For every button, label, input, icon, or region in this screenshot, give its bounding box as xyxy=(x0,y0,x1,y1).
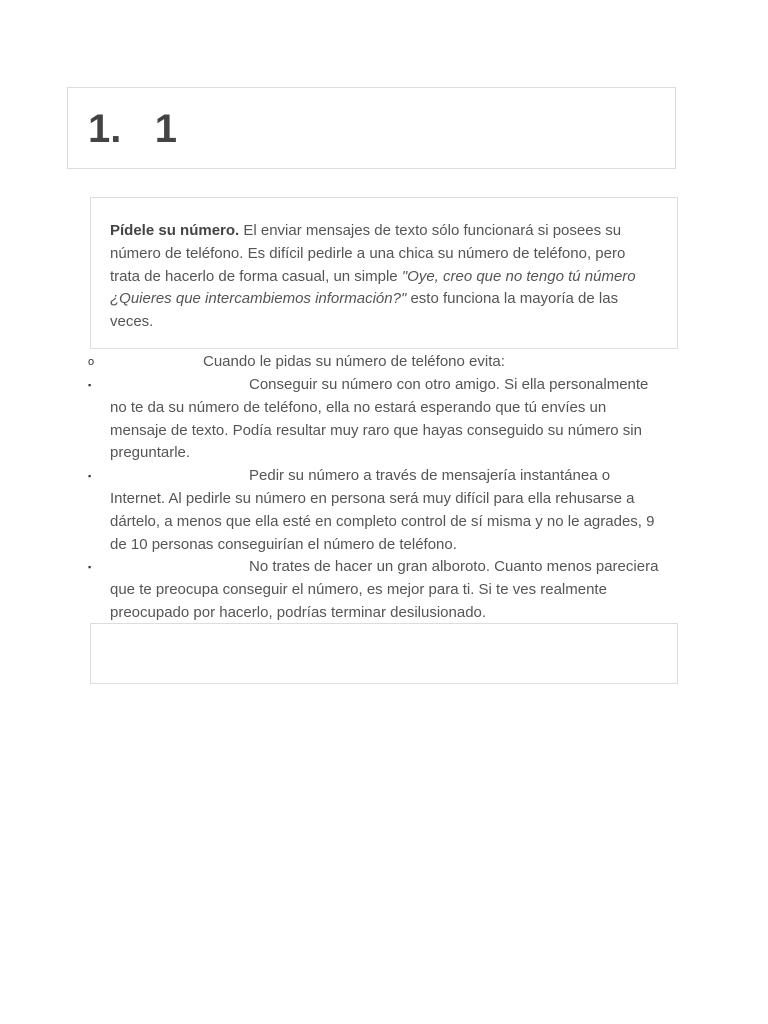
list-item xyxy=(0,465,665,556)
circle-bullet-icon: o xyxy=(88,356,95,368)
square-bullet-icon: ▪ xyxy=(88,380,92,390)
step-description xyxy=(90,197,678,349)
list-item xyxy=(0,556,665,624)
step-header xyxy=(67,87,676,169)
list-item-text: Conseguir su número con otro amigo. Si ella personalmente no te da su número de teléfono, ella no estará esperando que tú envíes un mensaje de texto. Podía resultar muy raro que hayas conseguido su número sin preguntarle. xyxy=(110,376,649,462)
empty-content-box xyxy=(90,623,678,684)
square-bullet-icon: ▪ xyxy=(88,562,92,573)
list-intro-item xyxy=(0,351,768,374)
list-item xyxy=(0,374,665,465)
list-item-text: Pedir su número a través de mensajería instantánea o Internet. Al pedirle su número en persona será muy difícil para ella rehusarse a dártelo, a menos que ella esté en completo control de sí misma y no le agrades, 9 de 10 personas conseguirían el número de teléfono. xyxy=(110,467,655,553)
square-bullet-icon: ▪ xyxy=(88,471,92,482)
list-item-text: No trates de hacer un gran alboroto. Cuanto menos pareciera que te preocupa conseguir el número, es mejor para ti. Si te ves realmente preocupado por hacerlo, podrías terminar desilusionado. xyxy=(110,558,659,621)
step-number: 1. 1 xyxy=(88,107,177,151)
list-intro-text: Cuando le pidas su número de teléfono evita: xyxy=(203,353,505,370)
step-text: El enviar mensajes de texto sólo funcionará si posees su número de teléfono. Es difícil pedirle a una chica su número de teléfono, pero trata de hacerlo de forma casual, un simple xyxy=(110,222,626,285)
step-quote: "Oye, creo que no tengo tú número ¿Quieres que intercambiemos información?" xyxy=(110,267,636,308)
step-text-end: esto funciona la mayoría de las veces. xyxy=(110,290,619,331)
step-lead: Pídele su número. xyxy=(110,222,240,239)
tips-list xyxy=(0,351,768,625)
